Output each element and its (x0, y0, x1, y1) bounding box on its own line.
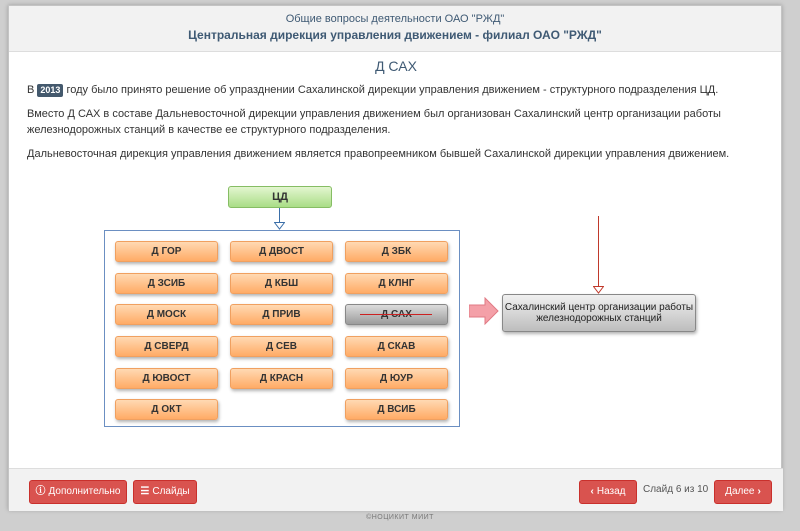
paragraph-1 (27, 82, 767, 98)
dept-zsib: Д ЗСИБ (115, 273, 218, 294)
slide-counter: Слайд 6 из 10 (643, 484, 709, 495)
cd-node: ЦД (228, 186, 332, 208)
info-icon: ⓘ (35, 486, 46, 497)
dept-dvost: Д ДВОСТ (230, 241, 333, 262)
header-subtitle: Общие вопросы деятельности ОАО "РЖД" (285, 13, 505, 25)
page-title: Д САХ (375, 58, 417, 74)
copyright: ©НОЦИКИТ МИИТ (366, 514, 434, 521)
paragraph-1-start: В (27, 84, 38, 96)
chevron-right-icon: › (757, 486, 761, 497)
paragraph-3: Дальневосточная дирекция управления движением является правопреемником бывшей Сахалинской дирекции управления движением. (27, 148, 730, 160)
dept-kbsh: Д КБШ (230, 273, 333, 294)
sakhalin-center-node: Сахалинский центр организации работы железнодорожных станций (502, 294, 696, 332)
year-badge: 2013 (37, 84, 63, 97)
incoming-line (598, 216, 599, 288)
dept-gor: Д ГОР (115, 241, 218, 262)
slides-button-label: Слайды (152, 486, 190, 497)
dept-skav: Д СКАВ (345, 336, 448, 357)
more-button[interactable] (29, 480, 127, 504)
chevron-left-icon: ‹ (590, 486, 594, 497)
incoming-arrowhead (593, 286, 604, 294)
connector-arrowhead (274, 222, 285, 230)
dept-sev: Д СЕВ (230, 336, 333, 357)
dept-yuvost: Д ЮВОСТ (115, 368, 218, 389)
app-window (8, 5, 782, 510)
back-button-label: Назад (596, 486, 626, 497)
next-button[interactable] (714, 480, 772, 504)
dept-priv: Д ПРИВ (230, 304, 333, 325)
dept-vsib: Д ВСИБ (345, 399, 448, 420)
dept-sakh-removed (345, 304, 448, 325)
list-icon: ☰ (140, 486, 150, 497)
more-button-label: Дополнительно (48, 486, 121, 497)
header (9, 6, 781, 52)
paragraph-2: Вместо Д САХ в составе Дальневосточной дирекции управления движением был организован Сахалинский центр организации работы железнодорожных станций в качестве ее структурного подразделения. (27, 108, 721, 136)
dept-klng: Д КЛНГ (345, 273, 448, 294)
next-button-label: Далее (725, 486, 755, 497)
footer (9, 468, 783, 511)
dept-yuur: Д ЮУР (345, 368, 448, 389)
paragraph-1-end: году было принято решение об упразднении Сахалинской дирекции управления движением - структурного подразделения ЦД. (63, 84, 719, 96)
header-title: Центральная дирекция управления движением - филиал ОАО "РЖД" (188, 28, 602, 42)
dept-sverd: Д СВЕРД (115, 336, 218, 357)
dept-okt: Д ОКТ (115, 399, 218, 420)
transfer-arrow-icon (469, 297, 499, 325)
departments-container (104, 230, 460, 427)
back-button[interactable] (579, 480, 637, 504)
dept-zbk: Д ЗБК (345, 241, 448, 262)
strike-line (360, 314, 432, 315)
dept-krasn: Д КРАСН (230, 368, 333, 389)
dept-mosk: Д МОСК (115, 304, 218, 325)
slides-button[interactable] (133, 480, 197, 504)
